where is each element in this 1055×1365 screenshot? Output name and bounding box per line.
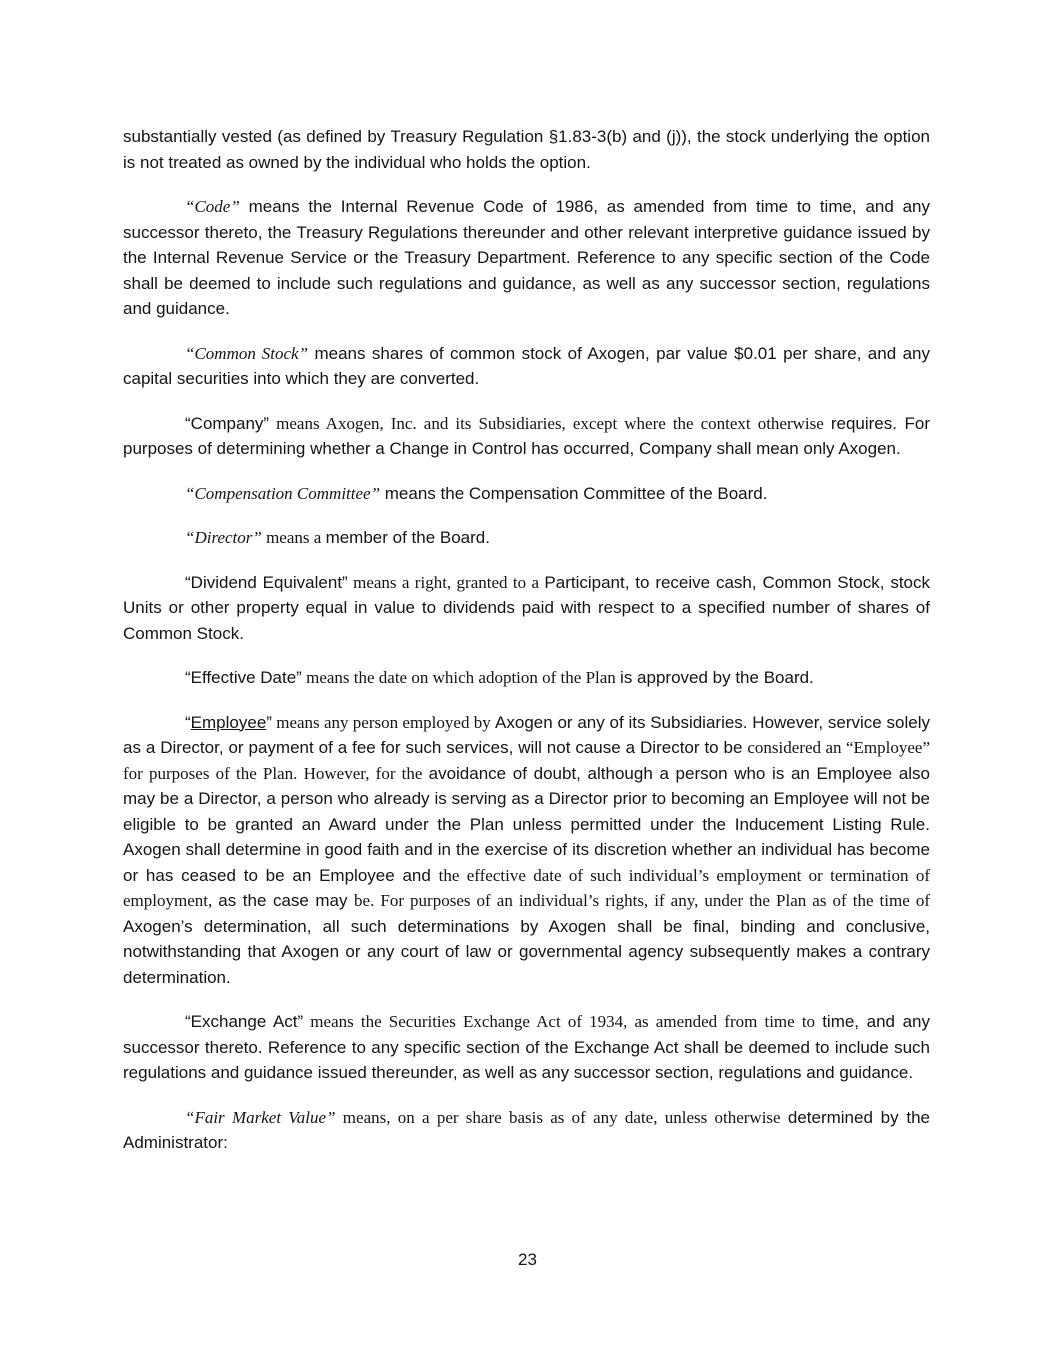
paragraph	[123, 124, 935, 175]
text-run: means any person employed by	[271, 712, 496, 732]
text-run: “Exchange Act”	[185, 1012, 304, 1031]
page-number: 23	[518, 1250, 537, 1269]
paragraph	[123, 1009, 935, 1086]
text-run: requires. For purposes of determining whether a Change in Control has occurred, Company shall mean only Axogen.	[123, 413, 935, 458]
text-run: means the date on which adoption of the Plan	[301, 668, 621, 687]
paragraph	[123, 665, 930, 691]
text-run: as the case may	[218, 891, 355, 910]
text-run: means the Compensation Committee of the Board.	[380, 483, 768, 503]
text-run: “	[185, 712, 191, 732]
text-run: means Axogen, Inc. and its Subsidiaries, except where the context otherwise	[269, 413, 831, 433]
text-run: be. For purposes of an individual’s rights, if any, under the Plan as of the time of	[354, 891, 935, 910]
text-run: the effective date of such individual’s employment or termination of employment,	[123, 865, 935, 910]
text-run: Employee	[190, 712, 267, 732]
text-run: “Director”	[185, 528, 262, 547]
text-run: “Effective Date”	[185, 668, 302, 687]
paragraph	[123, 1105, 934, 1156]
paragraph	[123, 411, 935, 462]
text-run: means, on a per share basis as of any date, unless otherwise	[335, 1107, 788, 1127]
paragraph	[123, 341, 935, 392]
paragraph	[123, 194, 935, 322]
text-run: avoidance of doubt, although a person who is an Employee also may be a Director, a person who already is serving as a Director prior to becoming an Employee will not be eligible to be granted an Award under the Plan unless permitted under the Inducement Listing Rule. Axogen shall determine in good faith and in the exercise of its discretion whether an individual has become or has ceased to be an Employee and	[123, 763, 935, 885]
text-run: “Dividend Equivalent”	[185, 572, 348, 592]
text-run: “Code”	[185, 197, 240, 216]
text-run: “Common Stock”	[185, 343, 309, 363]
text-run: means shares of common stock of Axogen, par value $0.01 per share, and any capital securities into which they are converted.	[123, 343, 935, 388]
text-run: means the Securities Exchange Act of 1934, as amended from time to	[303, 1012, 823, 1031]
text-run: member of the Board.	[325, 528, 490, 547]
paragraph	[123, 481, 930, 507]
paragraph	[123, 570, 935, 647]
paragraph	[123, 710, 935, 991]
text-run: is approved by the Board.	[620, 668, 814, 687]
text-run: “Company”	[185, 413, 270, 433]
text-run: means a right, granted to a	[347, 572, 545, 592]
text-run: substantially vested (as defined by Treasury Regulation §1.83-3(b) and (j)), the stock underlying the option is not treated as owned by the individual who holds the option.	[123, 127, 935, 172]
text-run: ”	[266, 712, 272, 732]
text-run: determined by the Administrator:	[123, 1107, 934, 1152]
text-run: considered an “Employee” for purposes of the Plan. However, for the	[123, 738, 935, 783]
text-run: means the Internal Revenue Code of 1986, as amended from time to time, and any successor thereto, the Treasury Regulations thereunder and other relevant interpretive guidance issued by the Internal Revenue Service or the Treasury Department. Reference to any specific section of the Code shall be deemed to include such regulations and guidance, as well as any successor section, regulations and guidance.	[123, 197, 935, 318]
text-run: “Compensation Committee”	[185, 483, 381, 503]
text-run: Participant, to receive cash, Common Stock, stock Units or other property equal in value to dividends paid with respect to a specified number of shares of Common Stock.	[123, 572, 935, 643]
text-run: time, and any successor thereto. Reference to any specific section of the Exchange Act shall be deemed to include such regulations and guidance issued thereunder, as well as any successor section, regulations and guidance.	[123, 1012, 935, 1082]
paragraph	[123, 525, 930, 551]
text-run: Axogen’s determination, all such determinations by Axogen shall be final, binding and conclusive, notwithstanding that Axogen or any court of law or governmental agency subsequently makes a contrary determination.	[123, 916, 935, 987]
text-run: means a	[261, 528, 326, 547]
text-run: “Fair Market Value”	[185, 1107, 336, 1127]
document-body	[123, 124, 935, 1175]
text-run: Axogen or any of its Subsidiaries. However, service solely as a Director, or payment of a fee for such services, will not cause a Director to be	[123, 712, 935, 757]
